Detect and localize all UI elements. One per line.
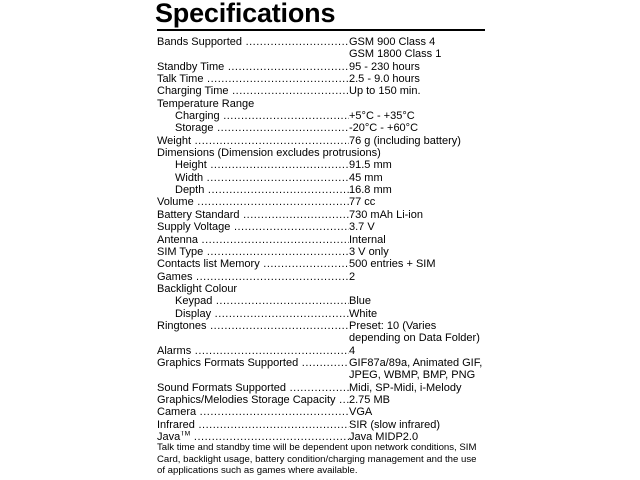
spec-row — [157, 73, 497, 85]
spec-group-heading: Backlight Colour — [157, 282, 238, 295]
spec-row — [157, 369, 497, 381]
spec-label: Games ..... — [157, 271, 349, 283]
spec-group-heading: Temperature Range — [157, 97, 255, 110]
spec-group-heading: Dimensions (Dimension excludes protrusions) — [157, 147, 381, 160]
footnote: Talk time and standby time will be dependent upon network conditions, SIM Card, backlight usage, battery condition/charging management and the use of applications such as games where available. — [157, 442, 477, 476]
spec-row — [157, 135, 497, 147]
spec-row — [157, 196, 497, 208]
spec-value: 2.5 - 9.0 hours — [349, 73, 420, 86]
spec-value: depending on Data Folder) — [349, 332, 480, 345]
spec-sublabel: Height ..... — [175, 159, 349, 171]
spec-value: White — [349, 307, 378, 320]
spec-sublabel: Width ..... — [175, 172, 349, 184]
spec-label: Camera ..... — [157, 406, 349, 418]
spec-value: Preset: 10 (Varies — [349, 319, 437, 332]
spec-value: 16.8 mm — [349, 184, 392, 197]
spec-row — [157, 85, 497, 97]
spec-row — [157, 246, 497, 258]
spec-row — [157, 406, 497, 418]
spec-row — [157, 209, 497, 221]
spec-label: Bands Supported ..... — [157, 36, 349, 48]
spec-row — [157, 419, 497, 431]
spec-value: +5°C - +35°C — [349, 110, 415, 123]
spec-row — [157, 271, 497, 283]
spec-label: Volume ..... — [157, 196, 349, 208]
spec-value: Up to 150 min. — [349, 85, 421, 98]
spec-row — [157, 295, 497, 307]
spec-row — [157, 234, 497, 246]
spec-label: Antenna ..... — [157, 234, 349, 246]
spec-value: 2 — [349, 270, 356, 283]
spec-value: GSM 1800 Class 1 — [349, 48, 442, 61]
spec-value: Blue — [349, 295, 372, 308]
spec-row — [157, 258, 497, 270]
spec-row — [157, 308, 497, 320]
spec-row — [157, 147, 497, 159]
spec-row — [157, 98, 497, 110]
spec-value: JPEG, WBMP, BMP, PNG — [349, 369, 476, 382]
spec-value: 4 — [349, 344, 356, 357]
spec-value: Java MIDP2.0 — [349, 431, 419, 443]
spec-label: Sound Formats Supported ..... — [157, 382, 349, 394]
spec-value: SIR (slow infrared) — [349, 418, 441, 431]
spec-sublabel: Keypad ..... — [175, 295, 349, 307]
spec-value: 95 - 230 hours — [349, 60, 420, 73]
spec-value: Midi, SP-Midi, i-Melody — [349, 381, 462, 394]
spec-row — [157, 221, 497, 233]
spec-row — [157, 110, 497, 122]
page-title: Specifications — [155, 0, 336, 28]
spec-sublabel: Depth ..... — [175, 184, 349, 196]
spec-sublabel: Storage ..... — [175, 122, 349, 134]
spec-row — [157, 320, 497, 332]
spec-value: 3 V only — [349, 245, 389, 258]
specifications-table — [157, 36, 497, 443]
spec-row — [157, 61, 497, 73]
spec-row — [157, 345, 497, 357]
spec-value: 91.5 mm — [349, 159, 392, 172]
spec-sublabel: Charging ..... — [175, 110, 349, 122]
spec-label: Java — [157, 431, 181, 443]
spec-value: GSM 900 Class 4 — [349, 36, 436, 48]
spec-label: Graphics/Melodies Storage Capacity ..... — [157, 394, 349, 406]
spec-value: 2.75 MB — [349, 393, 390, 406]
spec-row — [157, 283, 497, 295]
spec-label: Graphics Formats Supported ..... — [157, 357, 349, 369]
spec-value: -20°C - +60°C — [349, 122, 419, 135]
title-underline — [157, 29, 485, 31]
spec-label: SIM Type ..... — [157, 246, 349, 258]
spec-sublabel: Display ..... — [175, 308, 349, 320]
spec-label: Contacts list Memory ..... — [157, 258, 349, 270]
spec-value: GIF87a/89a, Animated GIF, — [349, 356, 483, 369]
spec-row — [157, 172, 497, 184]
spec-row — [157, 159, 497, 171]
spec-label: Standby Time ..... — [157, 61, 349, 73]
spec-row — [157, 184, 497, 196]
spec-row — [157, 382, 497, 394]
spec-value: 500 entries + SIM — [349, 258, 436, 271]
spec-row — [157, 357, 497, 369]
spec-value: 76 g (including battery) — [349, 134, 461, 147]
spec-label: Ringtones ..... — [157, 320, 349, 332]
trademark-superscript: TM — [180, 431, 191, 438]
spec-row — [157, 36, 497, 48]
spec-row — [157, 332, 497, 344]
spec-row — [157, 122, 497, 134]
spec-value: 77 cc — [349, 196, 376, 209]
spec-value: VGA — [349, 406, 373, 419]
spec-value: 45 mm — [349, 171, 383, 184]
spec-row — [157, 394, 497, 406]
spec-label: Weight ..... — [157, 135, 349, 147]
spec-label: Charging Time ..... — [157, 85, 349, 97]
spec-label: Infrared ..... — [157, 419, 349, 431]
spec-value: Internal — [349, 233, 386, 246]
spec-row — [157, 48, 497, 60]
spec-value: 730 mAh Li-ion — [349, 208, 423, 221]
spec-label: Battery Standard ..... — [157, 209, 349, 221]
spec-label: Talk Time ..... — [157, 73, 349, 85]
spec-label: Supply Voltage ..... — [157, 221, 349, 233]
spec-label: Alarms ..... — [157, 345, 349, 357]
spec-value: 3.7 V — [349, 221, 375, 234]
